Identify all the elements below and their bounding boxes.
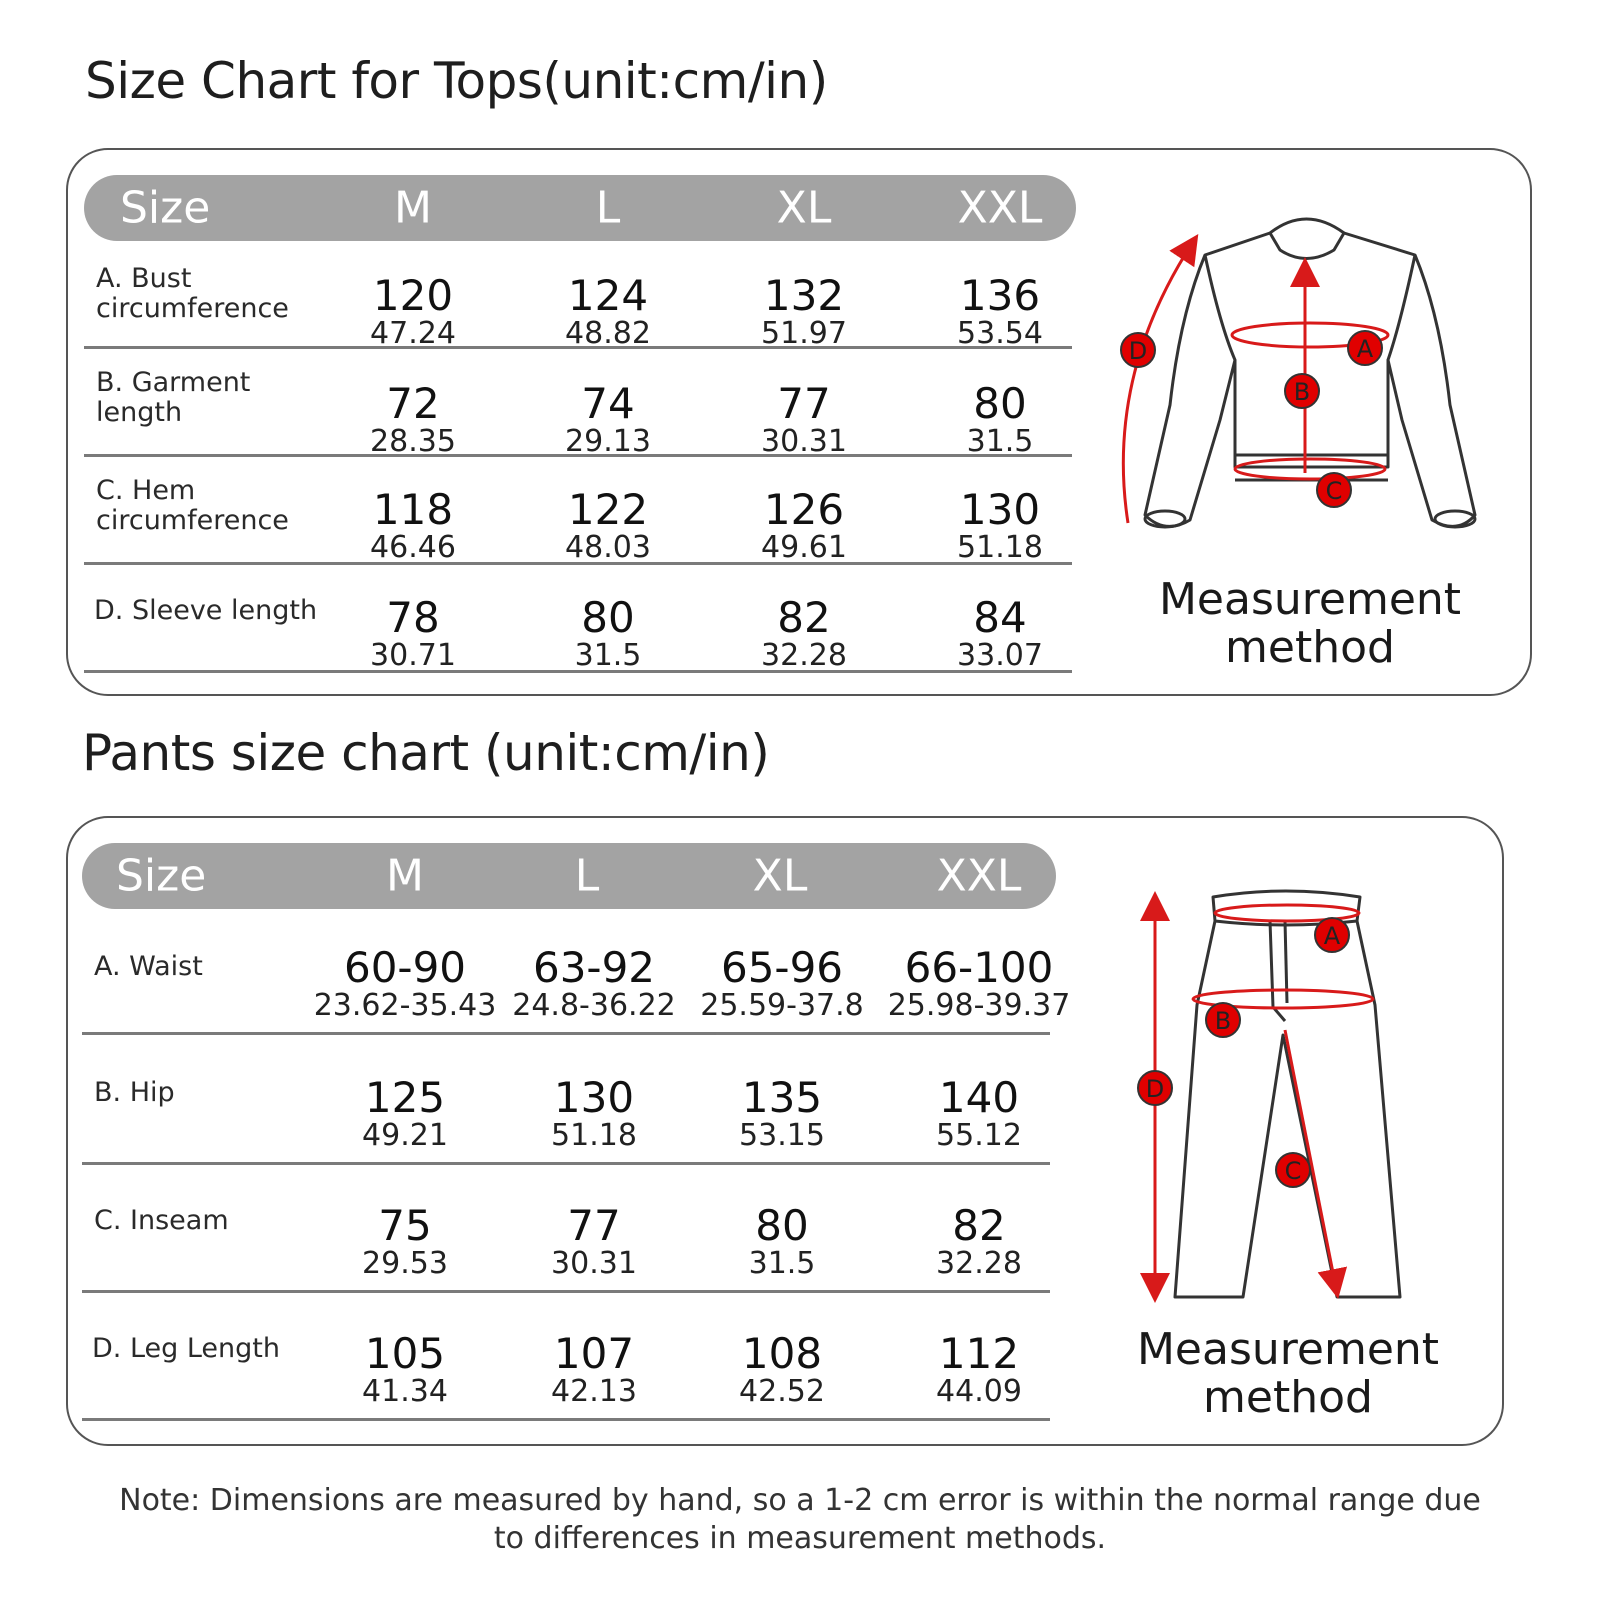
tops-method-label: Measurement method: [1158, 574, 1462, 673]
tops-cell: 80 31.5: [966, 379, 1034, 459]
pants-header-l: L: [574, 850, 600, 902]
pants-header-m: M: [386, 850, 424, 902]
tops-header-xl: XL: [776, 182, 832, 234]
pants-row-hip: [82, 1038, 1050, 1165]
pants-cell: 60-90 23.62-35.43: [313, 943, 497, 1023]
tops-header-bar: [84, 175, 1076, 241]
pants-cell: 65-96 25.59-37.8: [700, 943, 864, 1023]
pants-cell: 130 51.18: [551, 1073, 637, 1153]
row-label: C. Hem circumference: [96, 475, 289, 536]
pants-header-size: Size: [116, 850, 207, 902]
row-label: B. Garment length: [96, 367, 251, 428]
marker-b-icon: [1206, 1003, 1240, 1037]
tops-cell: 136 53.54: [957, 271, 1043, 351]
tops-cell: 78 30.71: [370, 593, 456, 673]
pants-header-xl: XL: [752, 850, 808, 902]
marker-d-icon: [1138, 1071, 1172, 1105]
tops-header-l: L: [595, 182, 621, 234]
row-label: B. Hip: [94, 1077, 175, 1108]
tops-cell: 77 30.31: [761, 379, 847, 459]
row-label: D. Sleeve length: [94, 595, 318, 626]
pants-cell: 140 55.12: [936, 1073, 1022, 1153]
pants-cell: 63-92 24.8-36.22: [512, 943, 676, 1023]
tops-row-sleeve: [84, 568, 1072, 673]
svg-text:A: A: [1356, 335, 1374, 363]
svg-text:B: B: [1214, 1007, 1232, 1035]
row-label: D. Leg Length: [92, 1333, 280, 1364]
marker-c-icon: [1276, 1153, 1310, 1187]
pants-row-inseam: [82, 1168, 1050, 1293]
tops-title: Size Chart for Tops(unit:cm/in): [85, 52, 828, 110]
pants-cell: 80 31.5: [748, 1201, 816, 1281]
pants-illustration: [1125, 885, 1425, 1310]
row-label: A. Waist: [94, 951, 203, 982]
svg-text:D: D: [1128, 337, 1148, 365]
pants-cell: 108 42.52: [739, 1329, 825, 1409]
tops-header-xxl: XXL: [957, 182, 1043, 234]
tops-row-bust: [84, 246, 1072, 349]
pants-title: Pants size chart (unit:cm/in): [82, 724, 770, 782]
measurement-note: Note: Dimensions are measured by hand, so a 1-2 cm error is within the normal range due to differences in measurement methods.: [119, 1483, 1481, 1556]
marker-a-icon: [1315, 918, 1349, 952]
tops-header-size: Size: [120, 182, 211, 234]
tops-row-hem: [84, 460, 1072, 565]
marker-a-icon: [1348, 331, 1382, 365]
pants-row-leg-length: [82, 1296, 1050, 1421]
marker-b-icon: [1285, 374, 1319, 408]
pants-cell: 105 41.34: [362, 1329, 448, 1409]
pants-cell: 107 42.13: [551, 1329, 637, 1409]
tops-header-m: M: [394, 182, 432, 234]
svg-text:C: C: [1284, 1157, 1302, 1185]
pants-cell: 77 30.31: [551, 1201, 637, 1281]
pants-cell: 125 49.21: [362, 1073, 448, 1153]
pants-cell: 135 53.15: [739, 1073, 825, 1153]
tops-cell: 132 51.97: [761, 271, 847, 351]
marker-d-icon: [1121, 333, 1155, 367]
svg-text:D: D: [1145, 1075, 1165, 1103]
tops-cell: 118 46.46: [370, 485, 456, 565]
pants-cell: 82 32.28: [936, 1201, 1022, 1281]
pants-header-xxl: XXL: [936, 850, 1022, 902]
tops-cell: 84 33.07: [957, 593, 1043, 673]
row-label: C. Inseam: [94, 1205, 229, 1236]
pants-method-label: Measurement method: [1136, 1324, 1440, 1423]
svg-text:C: C: [1325, 477, 1343, 505]
tops-cell: 120 47.24: [370, 271, 456, 351]
pants-cell: 75 29.53: [362, 1201, 448, 1281]
tops-cell: 72 28.35: [370, 379, 456, 459]
pants-row-waist: [82, 914, 1071, 1035]
pants-cell: 112 44.09: [936, 1329, 1022, 1409]
pants-header-bar: [82, 843, 1056, 909]
tops-cell: 126 49.61: [761, 485, 847, 565]
tops-cell: 130 51.18: [957, 485, 1043, 565]
pants-cell: 66-100 25.98-39.37: [887, 943, 1071, 1023]
tops-row-garment-length: [84, 352, 1072, 457]
tops-cell: 122 48.03: [565, 485, 651, 565]
tops-cell: 80 31.5: [574, 593, 642, 673]
tops-cell: 124 48.82: [565, 271, 651, 351]
marker-c-icon: [1317, 473, 1351, 507]
row-label: A. Bust circumference: [96, 263, 289, 324]
svg-text:A: A: [1323, 922, 1341, 950]
svg-text:B: B: [1293, 378, 1311, 406]
jacket-illustration: [1110, 205, 1510, 545]
tops-cell: 74 29.13: [565, 379, 651, 459]
tops-cell: 82 32.28: [761, 593, 847, 673]
